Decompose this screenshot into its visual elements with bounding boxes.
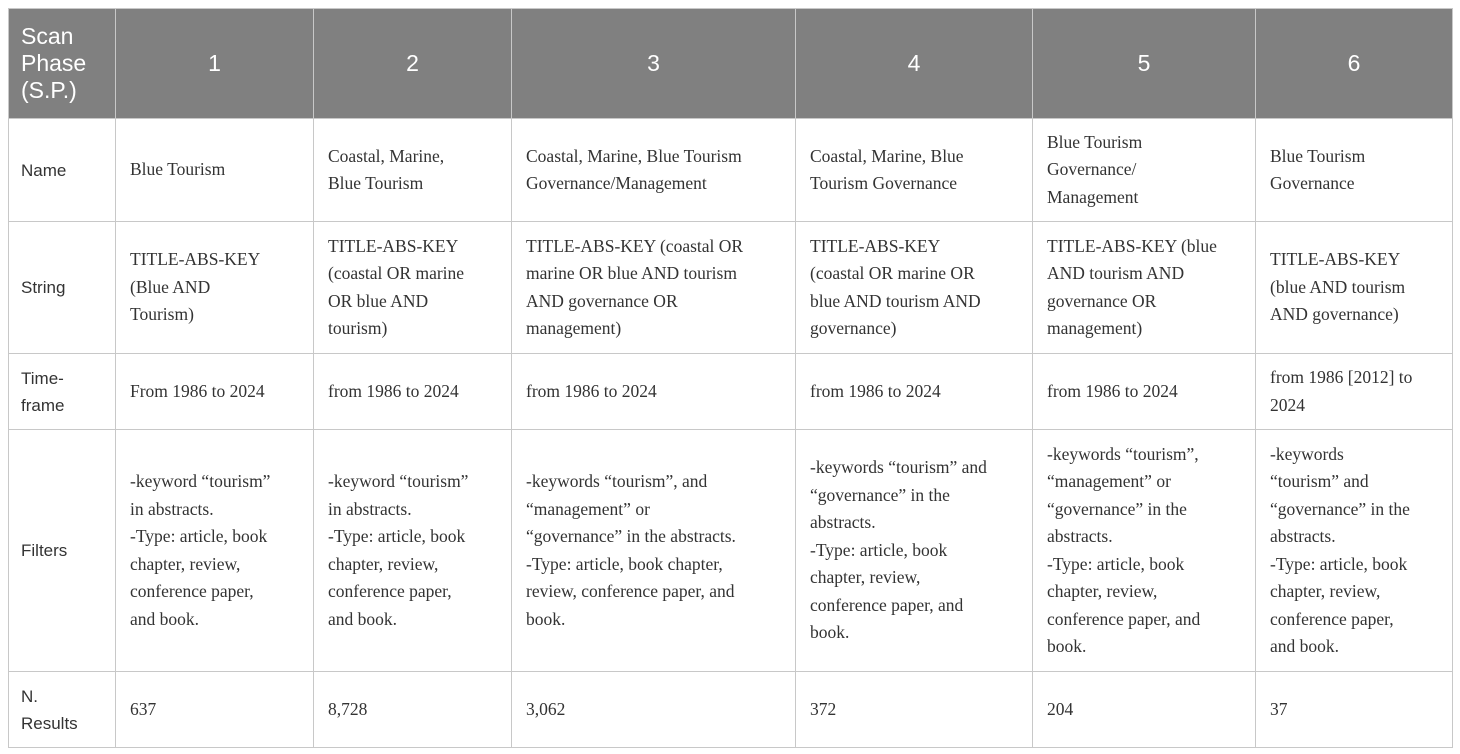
- table-cell: TITLE-ABS-KEY (coastal OR marine OR blue AND tourism AND governance OR management): [512, 222, 796, 354]
- table-cell: -keyword “tourism” in abstracts. -Type: article, book chapter, review, conference paper, and book.: [116, 430, 314, 672]
- row-label: String: [9, 222, 116, 354]
- header-phase-6: 6: [1256, 9, 1453, 119]
- row-label: N. Results: [9, 672, 116, 748]
- table-cell: -keywords “tourism” and “governance” in the abstracts. -Type: article, book chapter, review, conference paper, and book.: [1256, 430, 1453, 672]
- table-cell: TITLE-ABS-KEY (blue AND tourism AND governance OR management): [1033, 222, 1256, 354]
- row-label: Filters: [9, 430, 116, 672]
- table-cell: from 1986 [2012] to 2024: [1256, 354, 1453, 430]
- table-cell: from 1986 to 2024: [512, 354, 796, 430]
- table-cell: 372: [796, 672, 1033, 748]
- header-phase-1: 1: [116, 9, 314, 119]
- table-cell: 3,062: [512, 672, 796, 748]
- table-cell: 37: [1256, 672, 1453, 748]
- table-cell: TITLE-ABS-KEY (blue AND tourism AND governance): [1256, 222, 1453, 354]
- row-label: Name: [9, 119, 116, 222]
- row-timeframe: [9, 354, 1453, 430]
- header-phase-5: 5: [1033, 9, 1256, 119]
- header-scan-phase: Scan Phase (S.P.): [9, 9, 116, 119]
- header-phase-3: 3: [512, 9, 796, 119]
- header-phase-2: 2: [314, 9, 512, 119]
- table-cell: TITLE-ABS-KEY (Blue AND Tourism): [116, 222, 314, 354]
- table-cell: Coastal, Marine, Blue Tourism Governance/Management: [512, 119, 796, 222]
- table-cell: 204: [1033, 672, 1256, 748]
- table-cell: 8,728: [314, 672, 512, 748]
- row-name: [9, 119, 1453, 222]
- table-cell: TITLE-ABS-KEY (coastal OR marine OR blue AND tourism): [314, 222, 512, 354]
- table-cell: -keywords “tourism”, and “management” or “governance” in the abstracts. -Type: article, book chapter, review, conference paper, and book.: [512, 430, 796, 672]
- table-cell: -keywords “tourism” and “governance” in the abstracts. -Type: article, book chapter, review, conference paper, and book.: [796, 430, 1033, 672]
- table-cell: -keyword “tourism” in abstracts. -Type: article, book chapter, review, conference paper, and book.: [314, 430, 512, 672]
- row-string: [9, 222, 1453, 354]
- table-cell: Blue Tourism Governance/ Management: [1033, 119, 1256, 222]
- table-cell: TITLE-ABS-KEY (coastal OR marine OR blue AND tourism AND governance): [796, 222, 1033, 354]
- row-label: Time- frame: [9, 354, 116, 430]
- table-cell: Coastal, Marine, Blue Tourism Governance: [796, 119, 1033, 222]
- table-cell: 637: [116, 672, 314, 748]
- table-cell: Blue Tourism Governance: [1256, 119, 1453, 222]
- row-filters: [9, 430, 1453, 672]
- header-row: [9, 9, 1453, 119]
- table-cell: from 1986 to 2024: [1033, 354, 1256, 430]
- row-results: [9, 672, 1453, 748]
- header-phase-4: 4: [796, 9, 1033, 119]
- table-cell: Blue Tourism: [116, 119, 314, 222]
- table-cell: Coastal, Marine, Blue Tourism: [314, 119, 512, 222]
- table-cell: from 1986 to 2024: [796, 354, 1033, 430]
- scan-phase-table: [8, 8, 1453, 748]
- table-cell: -keywords “tourism”, “management” or “governance” in the abstracts. -Type: article, book chapter, review, conference paper, and book.: [1033, 430, 1256, 672]
- table-cell: from 1986 to 2024: [314, 354, 512, 430]
- table-cell: From 1986 to 2024: [116, 354, 314, 430]
